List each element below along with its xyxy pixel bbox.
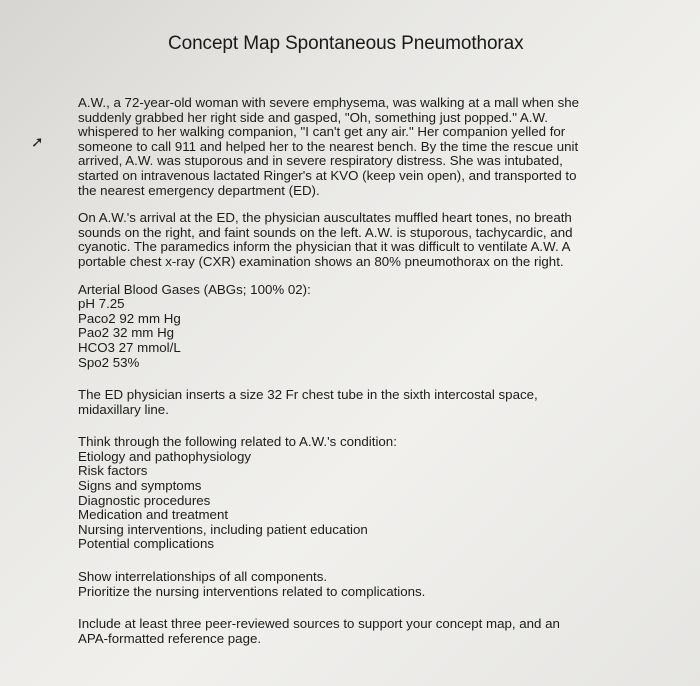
list-item: Medication and treatment — [78, 507, 229, 523]
abg-value: pH 7.25 — [78, 296, 125, 312]
text-line: sounds on the right, and faint sounds on the left. A.W. is stuporous, tachycardic, and — [78, 224, 573, 240]
text-line: suddenly grabbed her right side and gasped, "Oh, something just popped." A.W. — [78, 109, 548, 125]
document-title: Concept Map Spontaneous Pneumothorax — [168, 33, 524, 54]
text-line: A.W., a 72-year-old woman with severe emphysema, was walking at a mall when she — [78, 95, 580, 110]
list-item: Diagnostic procedures — [78, 492, 211, 508]
text-line: someone to call 911 and helped her to the nearest bench. By the time the rescue unit — [78, 138, 579, 154]
margin-arrow-icon: ➚ — [31, 134, 44, 151]
text-line: the nearest emergency department (ED). — [78, 182, 320, 198]
text-line: Include at least three peer-reviewed sources to support your concept map, and an — [78, 616, 560, 632]
abg-value: Pao2 32 mm Hg — [78, 325, 175, 341]
paragraph-ed-arrival — [78, 211, 598, 269]
abg-results — [78, 283, 598, 371]
text-line: APA-formatted reference page. — [78, 630, 262, 646]
list-item: Signs and symptoms — [78, 478, 202, 494]
abg-value: HCO3 27 mmol/L — [78, 339, 181, 355]
document-body — [78, 96, 598, 659]
abg-value: Paco2 92 mm Hg — [78, 310, 181, 326]
text-line: started on intravenous lactated Ringer's at KVO (keep vein open), and transported to — [78, 167, 577, 183]
abg-heading: Arterial Blood Gases (ABGs; 100% 02): — [78, 281, 311, 297]
list-heading: Think through the following related to A.W.'s condition: — [78, 434, 397, 450]
think-through-list — [78, 435, 598, 552]
text-line: Show interrelationships of all components. — [78, 569, 328, 585]
text-line: Prioritize the nursing interventions related to complications. — [78, 583, 426, 599]
list-item: Potential complications — [78, 536, 214, 552]
text-line: arrived, A.W. was stuporous and in severe respiratory distress. She was intubated, — [78, 153, 563, 169]
instructions-show — [78, 570, 598, 599]
list-item: Etiology and pathophysiology — [78, 448, 251, 464]
text-line: whispered to her walking companion, "I can't get any air." Her companion yelled for — [78, 124, 566, 140]
instructions-sources — [78, 617, 598, 646]
text-line: On A.W.'s arrival at the ED, the physician auscultates muffled heart tones, no breath — [78, 210, 572, 226]
list-item: Risk factors — [78, 463, 148, 479]
text-line: midaxillary line. — [78, 401, 169, 417]
list-item: Nursing interventions, including patient education — [78, 521, 368, 537]
text-line: The ED physician inserts a size 32 Fr chest tube in the sixth intercostal space, — [78, 387, 538, 403]
paragraph-chest-tube — [78, 388, 598, 417]
text-line: cyanotic. The paramedics inform the physician that it was difficult to ventilate A.W. A — [78, 239, 571, 255]
paragraph-incident — [78, 96, 598, 198]
text-line: portable chest x-ray (CXR) examination shows an 80% pneumothorax on the right. — [78, 253, 564, 269]
abg-value: Spo2 53% — [78, 354, 140, 370]
